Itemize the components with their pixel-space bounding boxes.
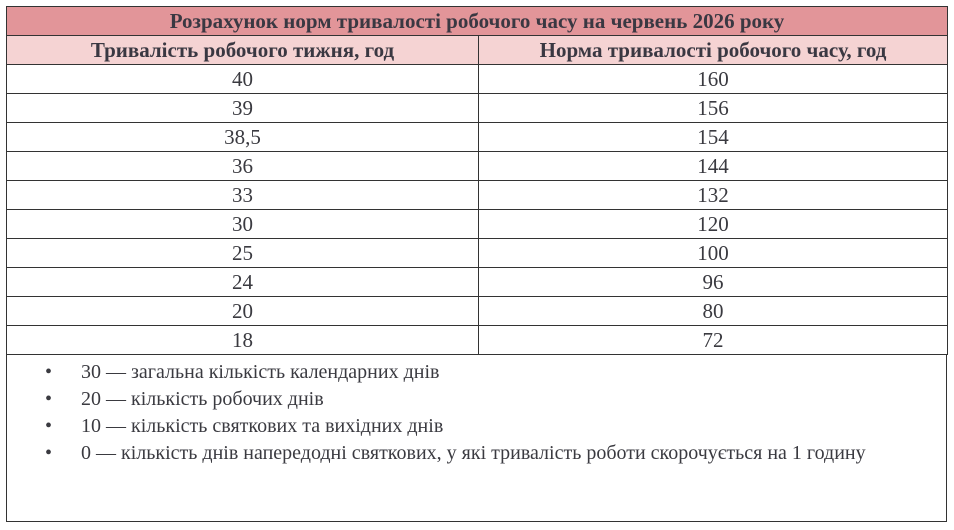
week-hours-cell: 24 [7,268,479,297]
norm-hours-cell: 72 [479,326,948,355]
bullet-icon: • [45,415,53,437]
norm-hours-cell: 96 [479,268,948,297]
table-row [7,326,948,355]
table-row [7,297,948,326]
work-hours-document [6,6,947,522]
note-item [45,386,936,413]
norm-hours-cell: 154 [479,123,948,152]
table-title: Розрахунок норм тривалості робочого часу на червень 2026 року [7,7,948,36]
bullet-icon: • [45,442,53,464]
week-hours-cell: 30 [7,210,479,239]
bullet-icon: • [45,361,53,383]
bullet-icon: • [45,388,53,410]
notes-list [45,359,936,467]
note-text: 10 — кількість святкових та вихідних днів [81,415,444,437]
week-hours-cell: 39 [7,94,479,123]
note-item [45,359,936,386]
table-row [7,239,948,268]
table-row [7,152,948,181]
norm-hours-cell: 160 [479,65,948,94]
note-text: 0 — кількість днів напередодні святкових, у які тривалість роботи скорочується на 1 годину [81,442,866,464]
note-text: 30 — загальна кількість календарних днів [81,361,440,383]
week-hours-cell: 36 [7,152,479,181]
title-row [7,7,948,36]
table-row [7,181,948,210]
column-header-week-hours: Тривалість робочого тижня, год [7,36,479,65]
norm-hours-cell: 132 [479,181,948,210]
table-row [7,123,948,152]
note-item [45,413,936,440]
table-row [7,210,948,239]
norm-hours-cell: 100 [479,239,948,268]
header-row [7,36,948,65]
norm-hours-cell: 120 [479,210,948,239]
week-hours-cell: 25 [7,239,479,268]
norm-hours-cell: 144 [479,152,948,181]
table-row [7,94,948,123]
week-hours-cell: 18 [7,326,479,355]
notes-section [6,355,947,522]
table-row [7,65,948,94]
work-hours-table [6,6,948,355]
week-hours-cell: 20 [7,297,479,326]
table-row [7,268,948,297]
norm-hours-cell: 156 [479,94,948,123]
week-hours-cell: 33 [7,181,479,210]
note-item [45,440,936,467]
week-hours-cell: 40 [7,65,479,94]
norm-hours-cell: 80 [479,297,948,326]
note-text: 20 — кількість робочих днів [81,388,324,410]
week-hours-cell: 38,5 [7,123,479,152]
column-header-norm-hours: Норма тривалості робочого часу, год [479,36,948,65]
